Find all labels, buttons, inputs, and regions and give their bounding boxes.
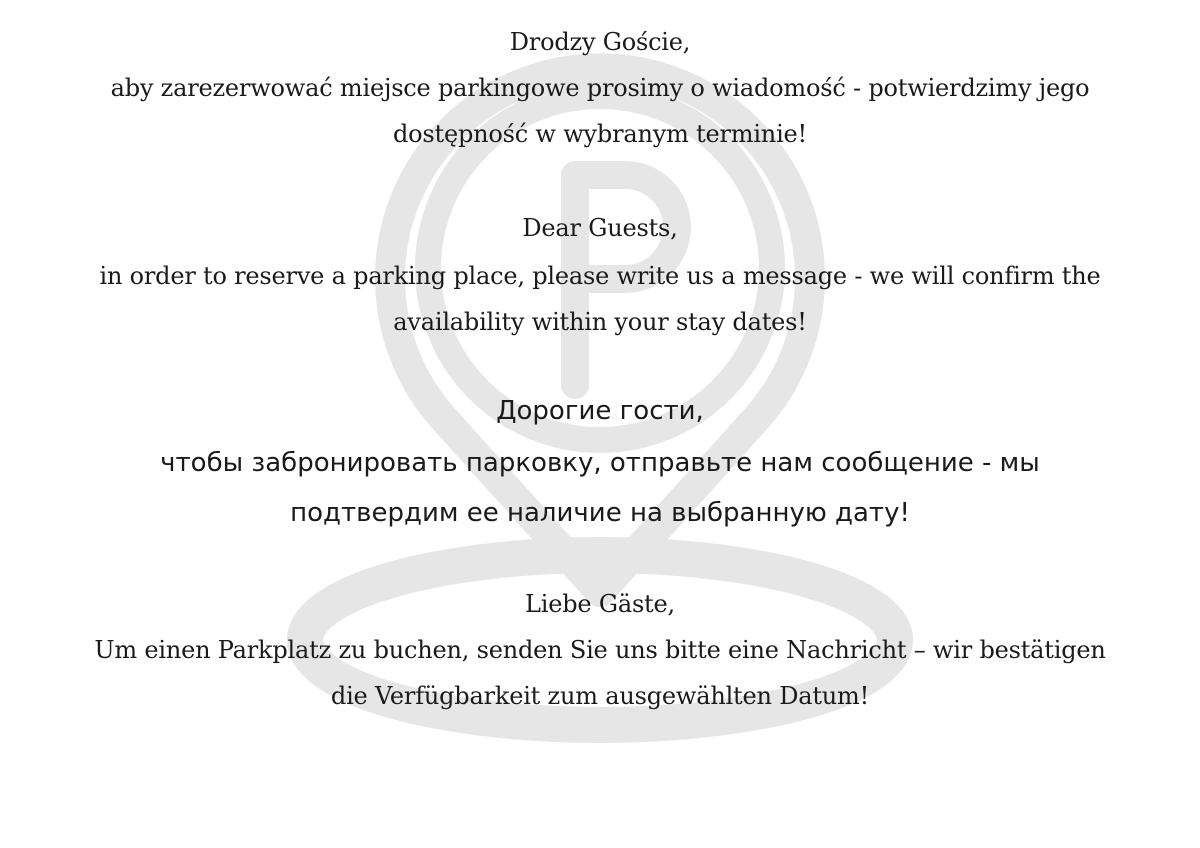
english-message-line-1: in order to reserve a parking place, please write us a message - we will confirm the — [99, 262, 1101, 290]
russian-message-line-2: подтвердим ее наличие на выбранную дату! — [290, 498, 910, 528]
polish-message-line-1: aby zarezerwować miejsce parkingowe prosimy o wiadomość - potwierdzimy jego — [110, 74, 1090, 102]
polish-greeting: Drodzy Goście, — [509, 28, 691, 56]
german-message-line-1: Um einen Parkplatz zu buchen, senden Sie uns bitte eine Nachricht – wir bestätigen — [94, 636, 1106, 664]
english-greeting: Dear Guests, — [522, 214, 678, 242]
german-message-line-2: die Verfügbarkeit zum ausgewählten Datum! — [330, 682, 870, 710]
russian-message-line-1: чтобы забронировать парковку, отправьте нам сообщение - мы — [160, 448, 1040, 478]
polish-message-line-2: dostępność w wybranym terminie! — [393, 120, 807, 148]
german-greeting: Liebe Gäste, — [525, 590, 675, 618]
russian-greeting: Дорогие гости, — [496, 396, 704, 426]
english-message-line-2: availability within your stay dates! — [393, 308, 807, 336]
